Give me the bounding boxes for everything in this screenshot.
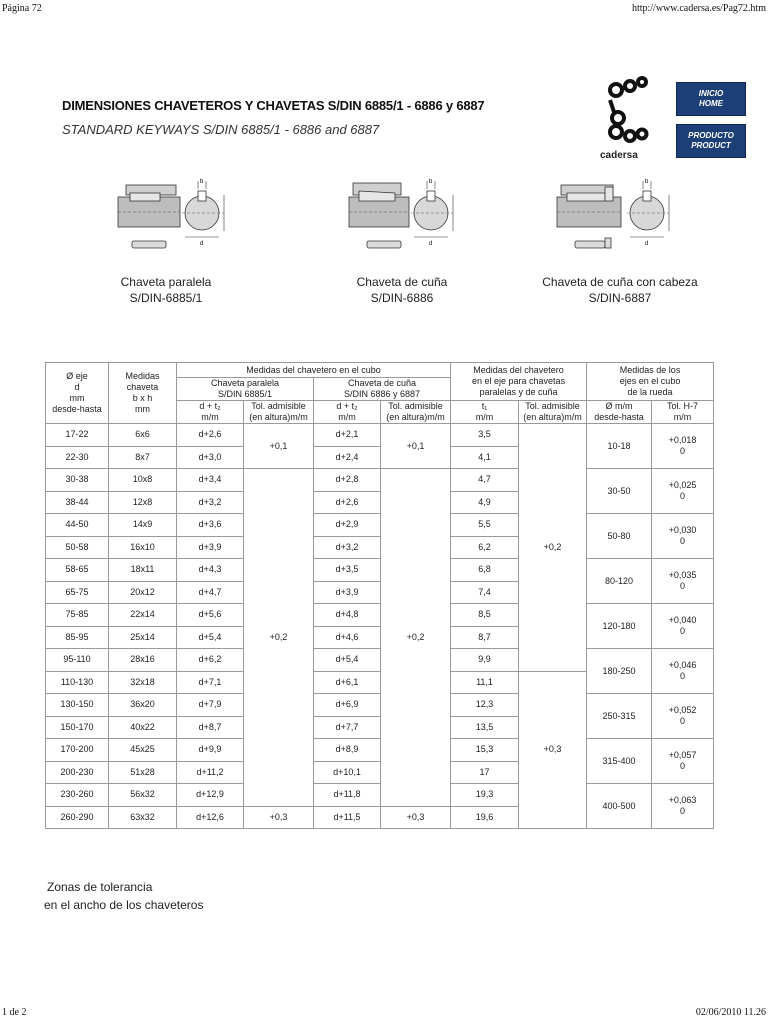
cell-chaveta: 40x22 <box>109 716 177 739</box>
caption-line: Chaveta de cuña con cabeza <box>542 275 698 289</box>
note-line: en el ancho de los chaveteros <box>44 898 204 912</box>
cell-hub-tol-h7: +0,018 0 <box>652 424 714 469</box>
table-row <box>46 739 714 762</box>
cell-d-t2-cuna: d+3,5 <box>314 559 381 582</box>
cell-eje: 65-75 <box>46 581 109 604</box>
cell-chaveta: 28x16 <box>109 649 177 672</box>
cell-t1: 5,5 <box>451 514 519 537</box>
cell-hub-tol-h7: +0,040 0 <box>652 604 714 649</box>
cell-t1: 11,1 <box>451 671 519 694</box>
cell-chaveta: 14x9 <box>109 514 177 537</box>
cell-d-t2-cuna: d+5,4 <box>314 649 381 672</box>
note-line: Zonas de tolerancia <box>47 880 153 894</box>
caption-line: Chaveta paralela <box>120 275 212 289</box>
cell-t1: 6,8 <box>451 559 519 582</box>
cell-t1: 19,6 <box>451 806 519 829</box>
product-button-label-en: PRODUCT <box>691 141 731 150</box>
cell-d-t2-cuna: d+10,1 <box>314 761 381 784</box>
table-row <box>46 469 714 492</box>
cell-d-t2-paralela: d+11,2 <box>177 761 244 784</box>
caption-gib-head-key <box>540 274 700 306</box>
product-button-label-es: PRODUCTO <box>688 131 734 140</box>
cell-d-t2-cuna: d+4,8 <box>314 604 381 627</box>
caption-wedge-key <box>332 274 472 306</box>
cell-eje: 170-200 <box>46 739 109 762</box>
diagram-wedge-key <box>345 175 475 265</box>
cell-hub-tol-h7: +0,057 0 <box>652 739 714 784</box>
cell-d-t2-cuna: d+2,6 <box>314 491 381 514</box>
cell-d-t2-cuna: d+11,8 <box>314 784 381 807</box>
cell-hub-range: 30-50 <box>587 469 652 514</box>
cell-d-t2-cuna: d+2,9 <box>314 514 381 537</box>
cell-d-t2-paralela: d+3,6 <box>177 514 244 537</box>
cell-d-t2-cuna: d+2,4 <box>314 446 381 469</box>
cell-tol-t1: +0,2 <box>519 424 587 672</box>
cell-chaveta: 63x32 <box>109 806 177 829</box>
cell-d-t2-cuna: d+6,9 <box>314 694 381 717</box>
cell-eje: 85-95 <box>46 626 109 649</box>
dim-b-label: b <box>429 179 433 185</box>
cell-eje: 50-58 <box>46 536 109 559</box>
table-row <box>46 694 714 717</box>
cell-eje: 44-50 <box>46 514 109 537</box>
dim-d-label: d <box>645 241 649 247</box>
cell-tol-paralela: +0,2 <box>244 469 314 807</box>
cell-eje: 95-110 <box>46 649 109 672</box>
cell-chaveta: 16x10 <box>109 536 177 559</box>
cell-eje: 260-290 <box>46 806 109 829</box>
keyway-dimensions-table <box>45 362 714 829</box>
logo-text: cadersa <box>600 150 638 161</box>
cell-tol-paralela: +0,1 <box>244 424 314 469</box>
cell-d-t2-paralela: d+8,7 <box>177 716 244 739</box>
cell-hub-range: 250-315 <box>587 694 652 739</box>
cell-t1: 4,9 <box>451 491 519 514</box>
page-footer-date: 02/06/2010 11.26 <box>695 1007 766 1018</box>
cell-eje: 75-85 <box>46 604 109 627</box>
cell-tol-t1: +0,3 <box>519 671 587 829</box>
header-chaveta-cuna: Chaveta de cuña S/DIN 6886 y 6887 <box>314 378 451 401</box>
cell-chaveta: 25x14 <box>109 626 177 649</box>
cell-hub-range: 80-120 <box>587 559 652 604</box>
product-button[interactable] <box>676 124 746 158</box>
cell-eje: 130-150 <box>46 694 109 717</box>
header-diametro: Ø m/m desde-hasta <box>587 401 652 424</box>
cell-chaveta: 10x8 <box>109 469 177 492</box>
cell-hub-tol-h7: +0,030 0 <box>652 514 714 559</box>
header-ejes-cubo: Medidas de los ejes en el cubo de la rueda <box>587 363 714 401</box>
cell-d-t2-paralela: d+2,6 <box>177 424 244 447</box>
cell-d-t2-paralela: d+5,6 <box>177 604 244 627</box>
header-chaveta-paralela: Chaveta paralela S/DIN 6885/1 <box>177 378 314 401</box>
cell-d-t2-cuna: d+3,2 <box>314 536 381 559</box>
header-tol-altura: Tol. admisible (en altura)m/m <box>244 401 314 424</box>
cell-hub-range: 50-80 <box>587 514 652 559</box>
cell-d-t2-paralela: d+7,9 <box>177 694 244 717</box>
cell-t1: 17 <box>451 761 519 784</box>
header-chaveta: Medidas chaveta b x h mm <box>109 363 177 424</box>
cell-d-t2-paralela: d+5,4 <box>177 626 244 649</box>
cell-d-t2-cuna: d+7,7 <box>314 716 381 739</box>
cell-d-t2-cuna: d+2,1 <box>314 424 381 447</box>
table-row <box>46 784 714 807</box>
header-d-t2: d + t₂ m/m <box>177 401 244 424</box>
cell-d-t2-paralela: d+4,7 <box>177 581 244 604</box>
cell-chaveta: 56x32 <box>109 784 177 807</box>
cell-d-t2-cuna: d+2,8 <box>314 469 381 492</box>
cell-eje: 200-230 <box>46 761 109 784</box>
cell-tol-cuna: +0,2 <box>381 469 451 807</box>
cell-tol-cuna: +0,1 <box>381 424 451 469</box>
cell-chaveta: 20x12 <box>109 581 177 604</box>
dim-d-label: d <box>429 241 433 247</box>
cell-d-t2-cuna: d+4,6 <box>314 626 381 649</box>
cell-eje: 150-170 <box>46 716 109 739</box>
home-button-label-en: HOME <box>699 99 723 108</box>
page-title: DIMENSIONES CHAVETEROS Y CHAVETAS S/DIN 6885/1 - 6886 y 6887 <box>62 98 485 113</box>
caption-line: Chaveta de cuña <box>356 275 448 289</box>
cell-chaveta: 12x8 <box>109 491 177 514</box>
cell-d-t2-paralela: d+3,2 <box>177 491 244 514</box>
header-chavetero-cubo: Medidas del chavetero en el cubo <box>177 363 451 378</box>
cell-d-t2-paralela: d+12,9 <box>177 784 244 807</box>
cell-eje: 38-44 <box>46 491 109 514</box>
cell-hub-range: 10-18 <box>587 424 652 469</box>
cell-d-t2-cuna: d+3,9 <box>314 581 381 604</box>
cell-hub-range: 315-400 <box>587 739 652 784</box>
table-row <box>46 604 714 627</box>
header-t1: t₁ m/m <box>451 401 519 424</box>
cell-chaveta: 22x14 <box>109 604 177 627</box>
page-header-left: Página 72 <box>2 3 42 14</box>
header-tol-altura: Tol. admisible (en altura)m/m <box>381 401 451 424</box>
header-chavetero-eje: Medidas del chavetero en el eje para chavetas paralelas y de cuña <box>451 363 587 401</box>
header-tol-altura: Tol. admisible (en altura)m/m <box>519 401 587 424</box>
cell-d-t2-cuna: d+8,9 <box>314 739 381 762</box>
cell-d-t2-paralela: d+6,2 <box>177 649 244 672</box>
cell-hub-tol-h7: +0,052 0 <box>652 694 714 739</box>
cell-t1: 15,3 <box>451 739 519 762</box>
cell-t1: 12,3 <box>451 694 519 717</box>
home-button-label-es: INICIO <box>698 89 724 98</box>
cell-d-t2-paralela: d+12,6 <box>177 806 244 829</box>
cell-t1: 4,7 <box>451 469 519 492</box>
cell-chaveta: 32x18 <box>109 671 177 694</box>
page-header-url: http://www.cadersa.es/Pag72.htm <box>631 3 766 14</box>
home-button[interactable] <box>676 82 746 116</box>
cell-hub-tol-h7: +0,035 0 <box>652 559 714 604</box>
cell-d-t2-cuna: d+11,5 <box>314 806 381 829</box>
cell-hub-range: 400-500 <box>587 784 652 829</box>
cell-tol-paralela: +0,3 <box>244 806 314 829</box>
cell-t1: 9,9 <box>451 649 519 672</box>
table-row <box>46 649 714 672</box>
tolerance-zones-note <box>44 878 203 914</box>
cell-chaveta: 6x6 <box>109 424 177 447</box>
cell-chaveta: 8x7 <box>109 446 177 469</box>
dim-d-label: d <box>200 241 204 247</box>
table-row <box>46 514 714 537</box>
caption-line: S/DIN-6885/1 <box>129 291 203 305</box>
cell-chaveta: 45x25 <box>109 739 177 762</box>
cell-t1: 8,7 <box>451 626 519 649</box>
cell-t1: 6,2 <box>451 536 519 559</box>
cell-hub-tol-h7: +0,063 0 <box>652 784 714 829</box>
table-row <box>46 424 714 447</box>
cell-d-t2-paralela: d+9,9 <box>177 739 244 762</box>
cell-tol-cuna: +0,3 <box>381 806 451 829</box>
caption-line: S/DIN-6886 <box>370 291 434 305</box>
cell-t1: 13,5 <box>451 716 519 739</box>
cell-hub-tol-h7: +0,046 0 <box>652 649 714 694</box>
cell-d-t2-paralela: d+4,3 <box>177 559 244 582</box>
diagram-parallel-key <box>112 175 242 265</box>
cell-eje: 230-260 <box>46 784 109 807</box>
header-d-t2: d + t₂ m/m <box>314 401 381 424</box>
header-tol-h7: Tol. H-7 m/m <box>652 401 714 424</box>
cell-hub-range: 120-180 <box>587 604 652 649</box>
cell-chaveta: 51x28 <box>109 761 177 784</box>
cell-eje: 17-22 <box>46 424 109 447</box>
diagram-gib-head-key <box>553 175 683 265</box>
cell-d-t2-paralela: d+3,0 <box>177 446 244 469</box>
cell-d-t2-paralela: d+7,1 <box>177 671 244 694</box>
cell-t1: 7,4 <box>451 581 519 604</box>
caption-line: S/DIN-6887 <box>588 291 652 305</box>
caption-parallel-key <box>96 274 236 306</box>
cell-t1: 8,5 <box>451 604 519 627</box>
cell-d-t2-paralela: d+3,9 <box>177 536 244 559</box>
cell-t1: 4,1 <box>451 446 519 469</box>
cell-d-t2-cuna: d+6,1 <box>314 671 381 694</box>
dim-b-label: b <box>645 179 649 185</box>
cell-eje: 22-30 <box>46 446 109 469</box>
cell-t1: 3,5 <box>451 424 519 447</box>
table-row <box>46 559 714 582</box>
page-footer-pagecount: 1 de 2 <box>2 1007 27 1018</box>
cell-eje: 110-130 <box>46 671 109 694</box>
cell-t1: 19,3 <box>451 784 519 807</box>
cell-chaveta: 36x20 <box>109 694 177 717</box>
header-eje: Ø eje d mm desde-hasta <box>46 363 109 424</box>
page-subtitle: STANDARD KEYWAYS S/DIN 6885/1 - 6886 and 6887 <box>62 122 380 137</box>
cell-hub-tol-h7: +0,025 0 <box>652 469 714 514</box>
cell-d-t2-paralela: d+3,4 <box>177 469 244 492</box>
cell-eje: 30-38 <box>46 469 109 492</box>
cell-chaveta: 18x11 <box>109 559 177 582</box>
cell-hub-range: 180-250 <box>587 649 652 694</box>
cell-eje: 58-65 <box>46 559 109 582</box>
dim-b-label: b <box>200 179 204 185</box>
